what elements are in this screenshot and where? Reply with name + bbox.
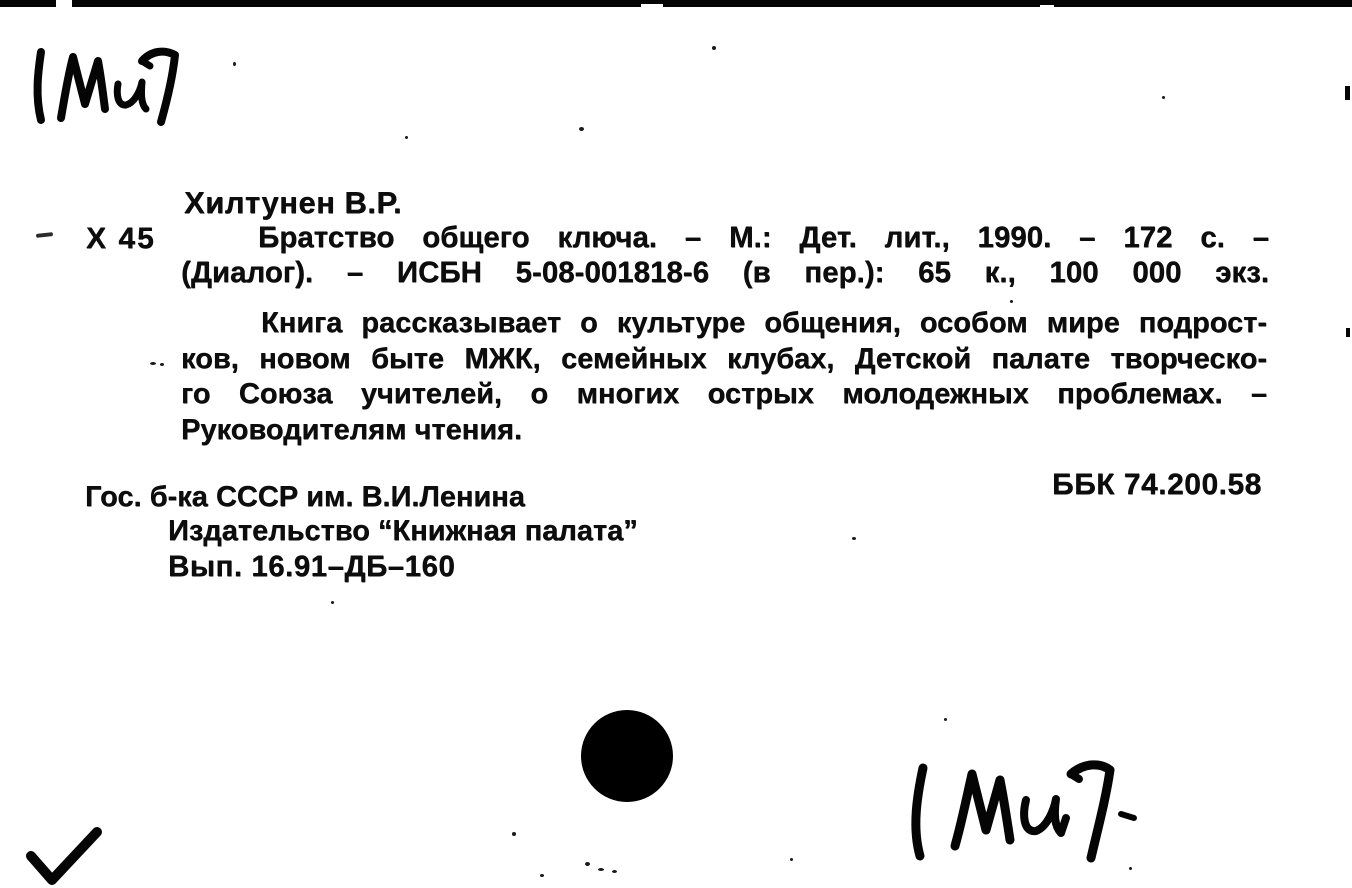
bibliographic-description: [181, 220, 1269, 290]
scan-strip-gap: [56, 0, 72, 7]
scan-speckle: [540, 874, 544, 877]
scan-speckle: [712, 46, 716, 50]
scan-speckle: [331, 601, 334, 604]
annotation-line: Книга рассказывает о культуре общения, особом мире подрост-: [261, 307, 1267, 339]
scan-speckle: [405, 136, 408, 139]
checkmark: [24, 826, 106, 888]
scan-edge-artifact-right: [1346, 328, 1350, 337]
biblio-line: (Диалог). – ИСБН 5-08-001818-6 (в пер.): 65 к., 100 000 экз.: [181, 256, 1269, 289]
scan-speckle: [1129, 867, 1132, 870]
annotation-line: ков, новом быте МЖК, семейных клубах, Детской палате творческо-: [181, 342, 1267, 375]
scan-speckle: [598, 868, 604, 871]
issue-number: Вып. 16.91–ДБ–160: [168, 550, 456, 583]
scan-speckle: [512, 832, 516, 836]
scan-speckle: [1010, 300, 1013, 303]
scan-speckle: [233, 62, 236, 66]
handwritten-shelfmark-top-left: [28, 42, 188, 130]
library-name: Гос. б-ка СССР им. В.И.Ленина: [85, 481, 525, 513]
scan-edge-artifact-right: [1345, 86, 1350, 100]
scan-strip-gap: [1040, 5, 1054, 7]
scan-speckle: [585, 862, 590, 866]
scan-speckle: [852, 537, 856, 540]
author-heading: Хилтунен В.Р.: [184, 185, 403, 220]
publisher-line: Издательство “Книжная палата”: [168, 515, 638, 547]
scan-speckle: [150, 362, 156, 365]
pencil-dash: [36, 232, 53, 238]
scan-speckle: [612, 870, 617, 873]
bbk-classification: ББК 74.200.58: [1052, 468, 1262, 501]
punch-hole: [581, 710, 673, 802]
scan-speckle: [1162, 96, 1165, 99]
call-number: Х 45: [86, 222, 156, 255]
annotation-line: го Союза учителей, о многих острых молодежных проблемах. –: [181, 378, 1267, 410]
scan-speckle: [579, 127, 584, 131]
biblio-line: Братство общего ключа. – М.: Дет. лит., 1990. – 172 с. –: [258, 221, 1269, 254]
scan-edge-artifact-top: [0, 0, 1352, 7]
annotation-paragraph: [181, 306, 1267, 448]
scan-speckle: [944, 718, 947, 721]
scan-speckle: [160, 363, 164, 366]
scan-speckle: [790, 858, 793, 861]
scan-strip-gap: [641, 4, 663, 7]
annotation-line: Руководителям чтения.: [181, 413, 523, 446]
handwritten-shelfmark-bottom-right: [895, 756, 1155, 864]
